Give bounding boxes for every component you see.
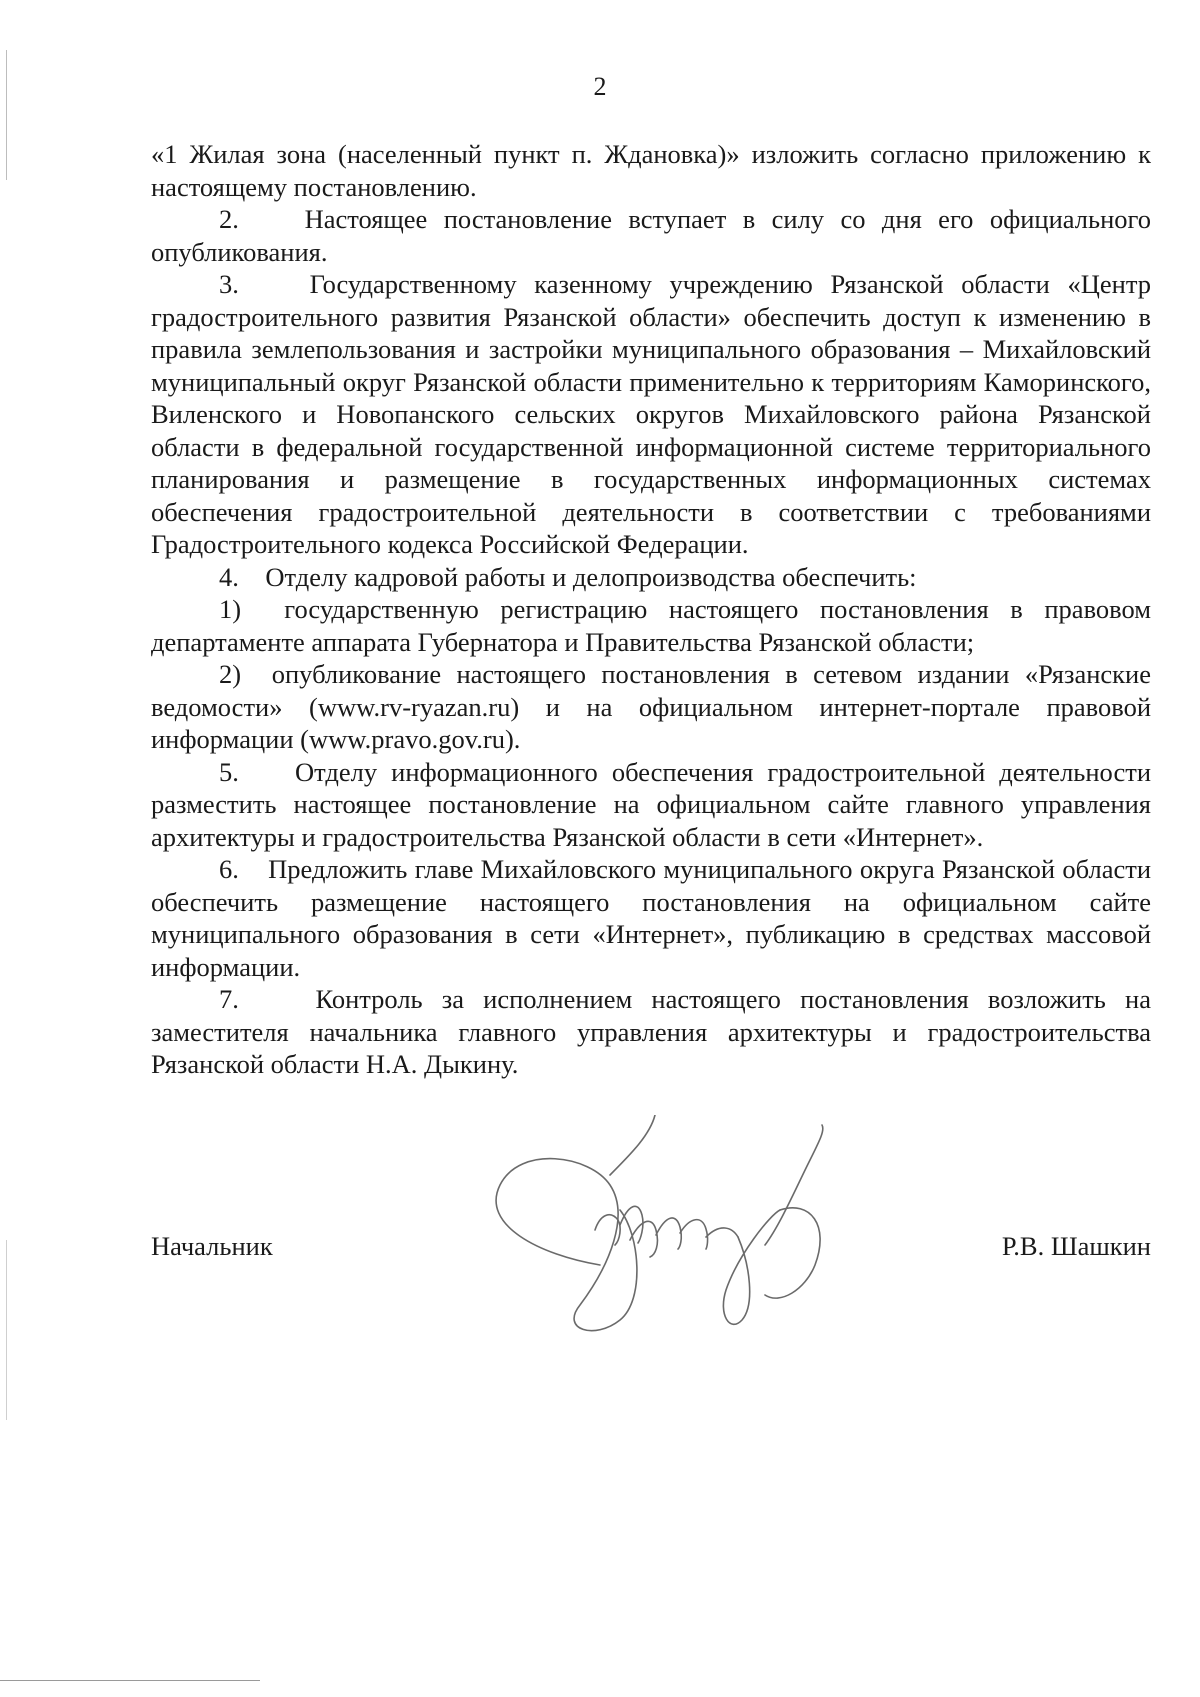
scan-edge-mark xyxy=(6,1240,7,1420)
paragraph-item-2: 2. Настоящее постановление вступает в силу со дня его официального опубликования. xyxy=(151,204,1151,267)
paragraph-item-4: 4. Отделу кадровой работы и делопроизводства обеспечить: xyxy=(219,561,917,592)
paragraph-item-3: 3. Государственному казенному учреждению Рязанской области «Центр градостроительного развития Рязанской области» обеспечить доступ к изменению в правила землепользования и застройки муниципального образования – Михайловский муниципальный округ Рязанской области применительно к территориям Каморинского, Виленского и Новопанского сельских округов Михайловского района Рязанской области в федеральной государственной информационной системе территориального планирования и размещение в государственных информационных системах обеспечения градостроительной деятельности в соответствии с требованиями Градостроительного кодекса Российской Федерации. xyxy=(151,269,1151,559)
paragraph-item-6: 6. Предложить главе Михайловского муниципального округа Рязанской области обеспечить размещение настоящего постановления на официальном сайте муниципального образования в сети «Интернет», публикацию в средствах массовой информации. xyxy=(151,854,1151,982)
signatory-name: Р.В. Шашкин xyxy=(1001,1231,1151,1261)
footer-rule xyxy=(0,1680,260,1681)
paragraph-subitem-2: 2) опубликование настоящего постановления в сетевом издании «Рязанские ведомости» (www.rv-ryazan.ru) и на официальном интернет-портале правовой информации (www.pravo.gov.ru). xyxy=(151,659,1151,754)
signatory-title: Начальник xyxy=(151,1231,273,1261)
paragraph-item-7: 7. Контроль за исполнением настоящего постановления возложить на заместителя начальника главного управления архитектуры и градостроительства Рязанской области Н.А. Дыкину. xyxy=(151,984,1151,1079)
scan-edge-mark xyxy=(6,50,7,180)
document-body xyxy=(151,138,1151,1081)
paragraph-subitem-1: 1) государственную регистрацию настоящего постановления в правовом департаменте аппарата Губернатора и Правительства Рязанской области; xyxy=(151,594,1151,657)
page-number: 2 xyxy=(593,72,607,101)
paragraph-item-5: 5. Отделу информационного обеспечения градостроительной деятельности разместить настоящее постановление на официальном сайте главного управления архитектуры и градостроительства Рязанской области в сети «Интернет». xyxy=(151,756,1151,852)
handwritten-signature xyxy=(480,1115,860,1355)
paragraph-zone-continuation: «1 Жилая зона (населенный пункт п. Ждановка)» изложить согласно приложению к настоящему постановлению. xyxy=(151,139,1151,202)
